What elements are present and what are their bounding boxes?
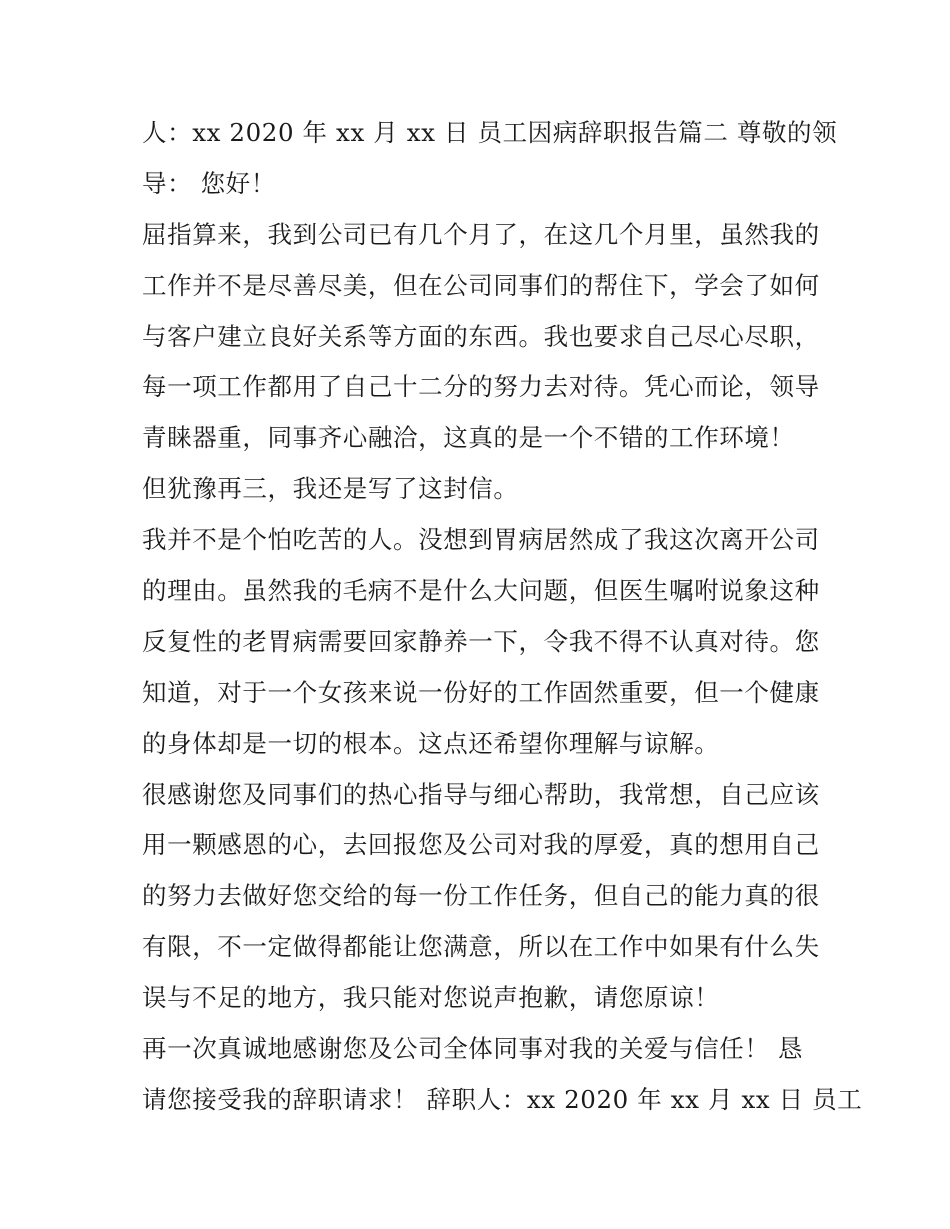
text-line: 工作并不是尽善尽美，但在公司同事们的帮住下，学会了如何 (142, 270, 820, 300)
text-line: 的身体却是一切的根本。这点还希望你理解与谅解。 (142, 728, 720, 758)
letter-body (142, 108, 863, 1126)
text-line: 误与不足的地方，我只能对您说声抱歉，请您原谅！ (142, 983, 720, 1013)
text-line: 与客户建立良好关系等方面的东西。我也要求自己尽心尽职， (142, 321, 820, 351)
text-line: 每一项工作都用了自己十二分的努力去对待。凭心而论，领导 (142, 372, 820, 402)
text-line: 但犹豫再三，我还是写了这封信。 (142, 474, 519, 504)
text-line: 的努力去做好您交给的每一份工作任务，但自己的能力真的很 (142, 881, 820, 911)
text-line: 有限，不一定做得都能让您满意，所以在工作中如果有什么失 (142, 932, 820, 962)
text-line: 导： 您好！ (142, 168, 276, 198)
text-line: 的理由。虽然我的毛病不是什么大问题，但医生嘱咐说象这种 (142, 576, 820, 606)
text-line: 反复性的老胃病需要回家静养一下，令我不得不认真对待。您 (142, 626, 820, 656)
text-line: 请您接受我的辞职请求！ 辞职人：xx 2020 年 xx 月 xx 日 员工 (142, 1084, 863, 1114)
text-line: 再一次真诚地感谢您及公司全体同事对我的关爱与信任！ 恳 (142, 1034, 803, 1064)
text-line: 很感谢您及同事们的热心指导与细心帮助，我常想，自己应该 (142, 779, 820, 809)
text-line: 人：xx 2020 年 xx 月 xx 日 员工因病辞职报告篇二 尊敬的领 (142, 118, 838, 147)
text-line: 知道，对于一个女孩来说一份好的工作固然重要，但一个健康 (142, 677, 820, 707)
text-line: 用一颗感恩的心，去回报您及公司对我的厚爱，真的想用自己 (142, 830, 820, 860)
text-line: 屈指算来，我到公司已有几个月了，在这几个月里，虽然我的 (142, 219, 820, 249)
text-line: 青睐器重，同事齐心融洽，这真的是一个不错的工作环境！ (142, 423, 795, 453)
text-line: 我并不是个怕吃苦的人。没想到胃病居然成了我这次离开公司 (142, 525, 820, 555)
